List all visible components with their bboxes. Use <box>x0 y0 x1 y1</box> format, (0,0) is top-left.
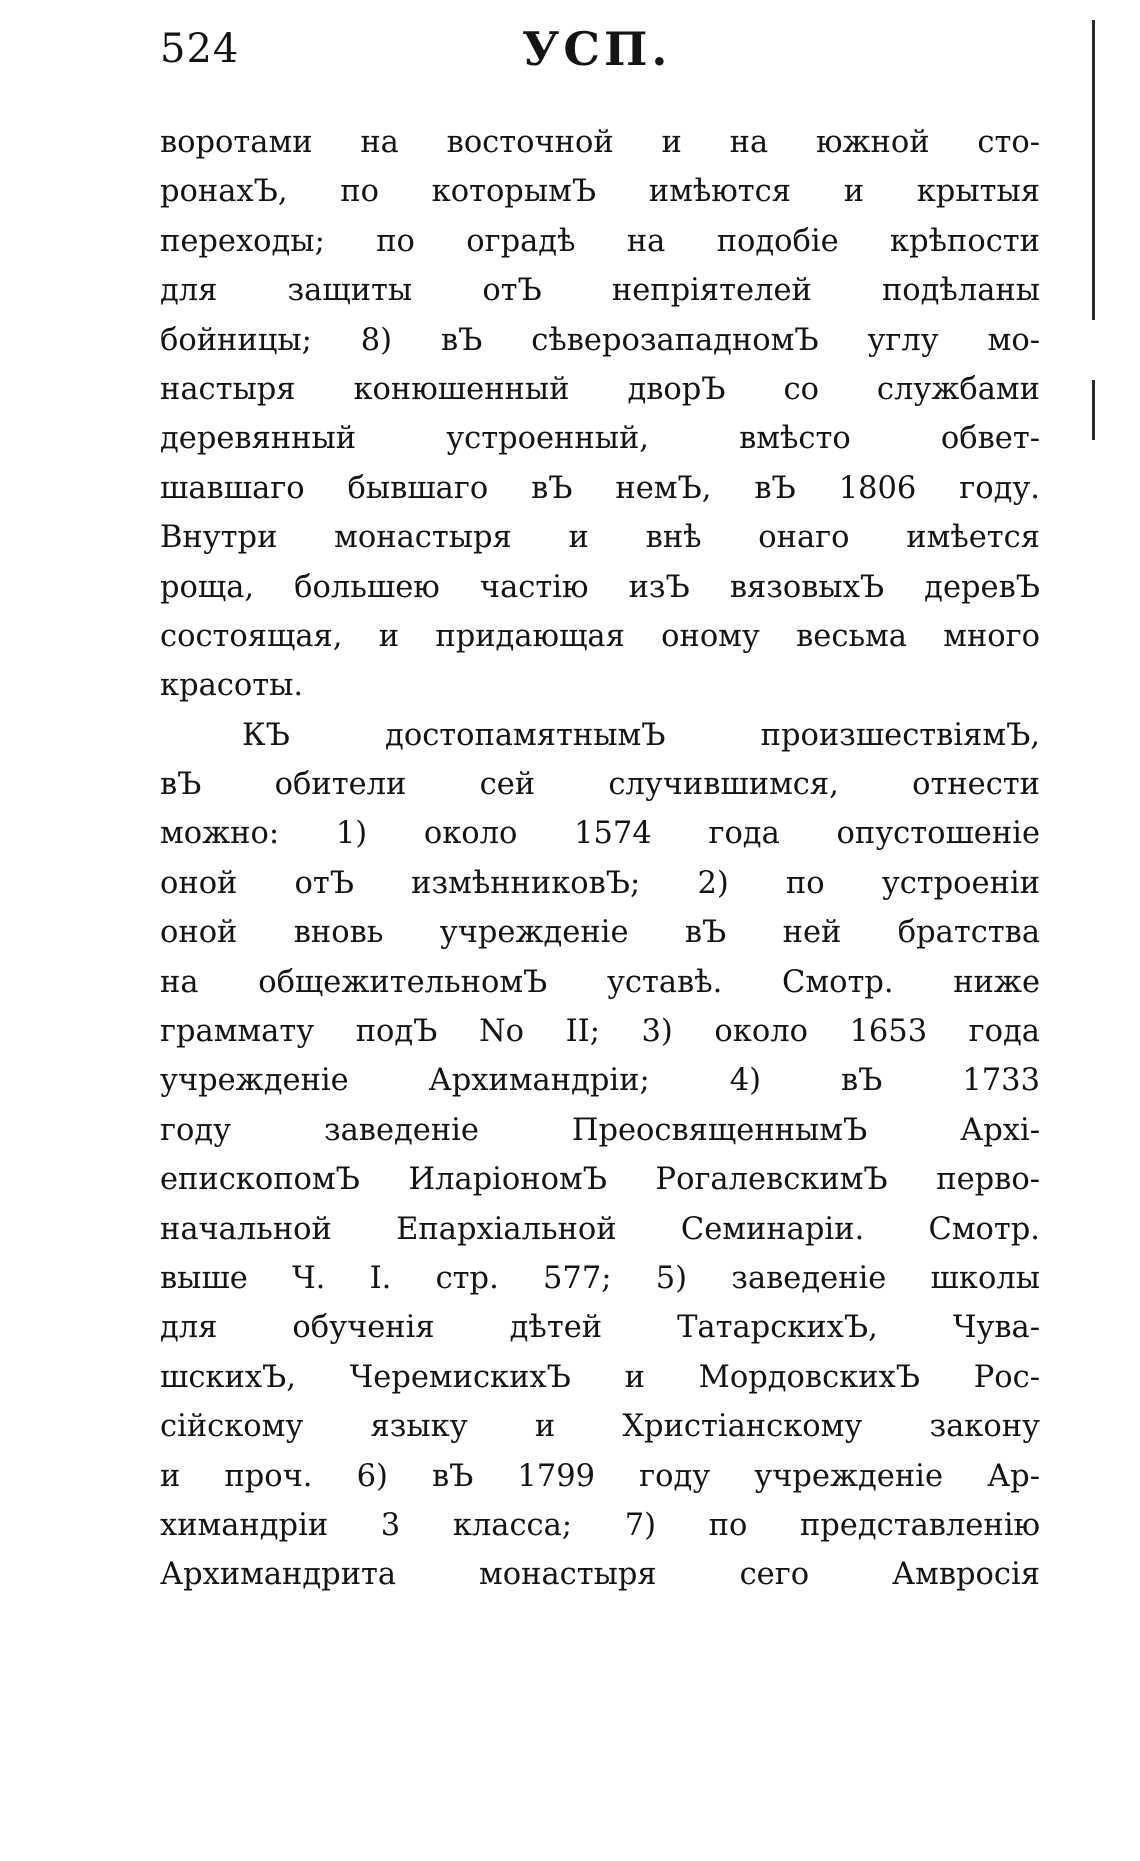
text-line: шавшаго бывшаго вЪ немЪ, вЪ 1806 году. <box>160 470 1040 506</box>
text-line: роща, большею частію изЪ вязовыхЪ деревЪ <box>160 569 1040 605</box>
text-line: и проч. 6) вЪ 1799 году учрежденіе Ар- <box>160 1458 1040 1494</box>
text-line: переходы; по оградѣ на подобіе крѣпости <box>160 223 1040 259</box>
text-line: КЪ достопамятнымЪ произшествіямЪ, <box>242 717 1040 753</box>
page-edge-line <box>1092 20 1095 320</box>
text-line: году заведеніе ПреосвященнымЪ Архі- <box>160 1112 1040 1148</box>
running-head: УСП. <box>522 22 672 76</box>
text-line: граммату подЪ No II; 3) около 1653 года <box>160 1014 1040 1050</box>
text-line: сійскому языку и Христіанскому закону <box>160 1409 1040 1445</box>
text-line: шскихЪ, ЧеремискихЪ и МордовскихЪ Рос- <box>160 1359 1040 1395</box>
text-line: Внутри монастыря и внѣ онаго имѣется <box>160 520 1040 556</box>
text-line: ронахЪ, по которымЪ имѣются и крытыя <box>160 174 1040 210</box>
text-line: красоты. <box>160 668 304 704</box>
text-line: на общежительномЪ уставѣ. Смотр. ниже <box>160 964 1040 1000</box>
text-line: выше Ч. I. стр. 577; 5) заведеніе школы <box>160 1260 1040 1296</box>
page-edge-line <box>1092 380 1095 440</box>
text-line: епископомЪ ИларіономЪ РогалевскимЪ перво- <box>160 1162 1040 1198</box>
body-text <box>160 118 1040 1600</box>
text-line: оной вновь учрежденіе вЪ ней братства <box>160 915 1040 951</box>
text-line: состоящая, и придающая оному весьма много <box>160 618 1040 654</box>
text-line: начальной Епархіальной Семинаріи. Смотр. <box>160 1211 1040 1247</box>
text-line: учрежденіе Архимандріи; 4) вЪ 1733 <box>160 1063 1040 1099</box>
text-line: для защиты отЪ непріятелей подѣланы <box>160 273 1040 309</box>
text-line: деревянный устроенный, вмѣсто обвет- <box>160 421 1040 457</box>
text-line: вЪ обители сей случившимся, отнести <box>160 767 1040 803</box>
text-line: оной отЪ измѣнниковЪ; 2) по устроеніи <box>160 865 1040 901</box>
text-line: химандріи 3 класса; 7) по представленію <box>160 1507 1040 1543</box>
text-line: настыря конюшенный дворЪ со службами <box>160 371 1040 407</box>
text-line: для обученія дѣтей ТатарскихЪ, Чува- <box>160 1310 1040 1346</box>
text-line: можно: 1) около 1574 года опустошеніе <box>160 816 1040 852</box>
text-line: бойницы; 8) вЪ сѣверозападномЪ углу мо- <box>160 322 1040 358</box>
page-number: 524 <box>160 26 240 72</box>
text-line: воротами на восточной и на южной сто- <box>160 125 1040 160</box>
text-line: Архимандрита монастыря сего Амвросія <box>160 1557 1040 1593</box>
